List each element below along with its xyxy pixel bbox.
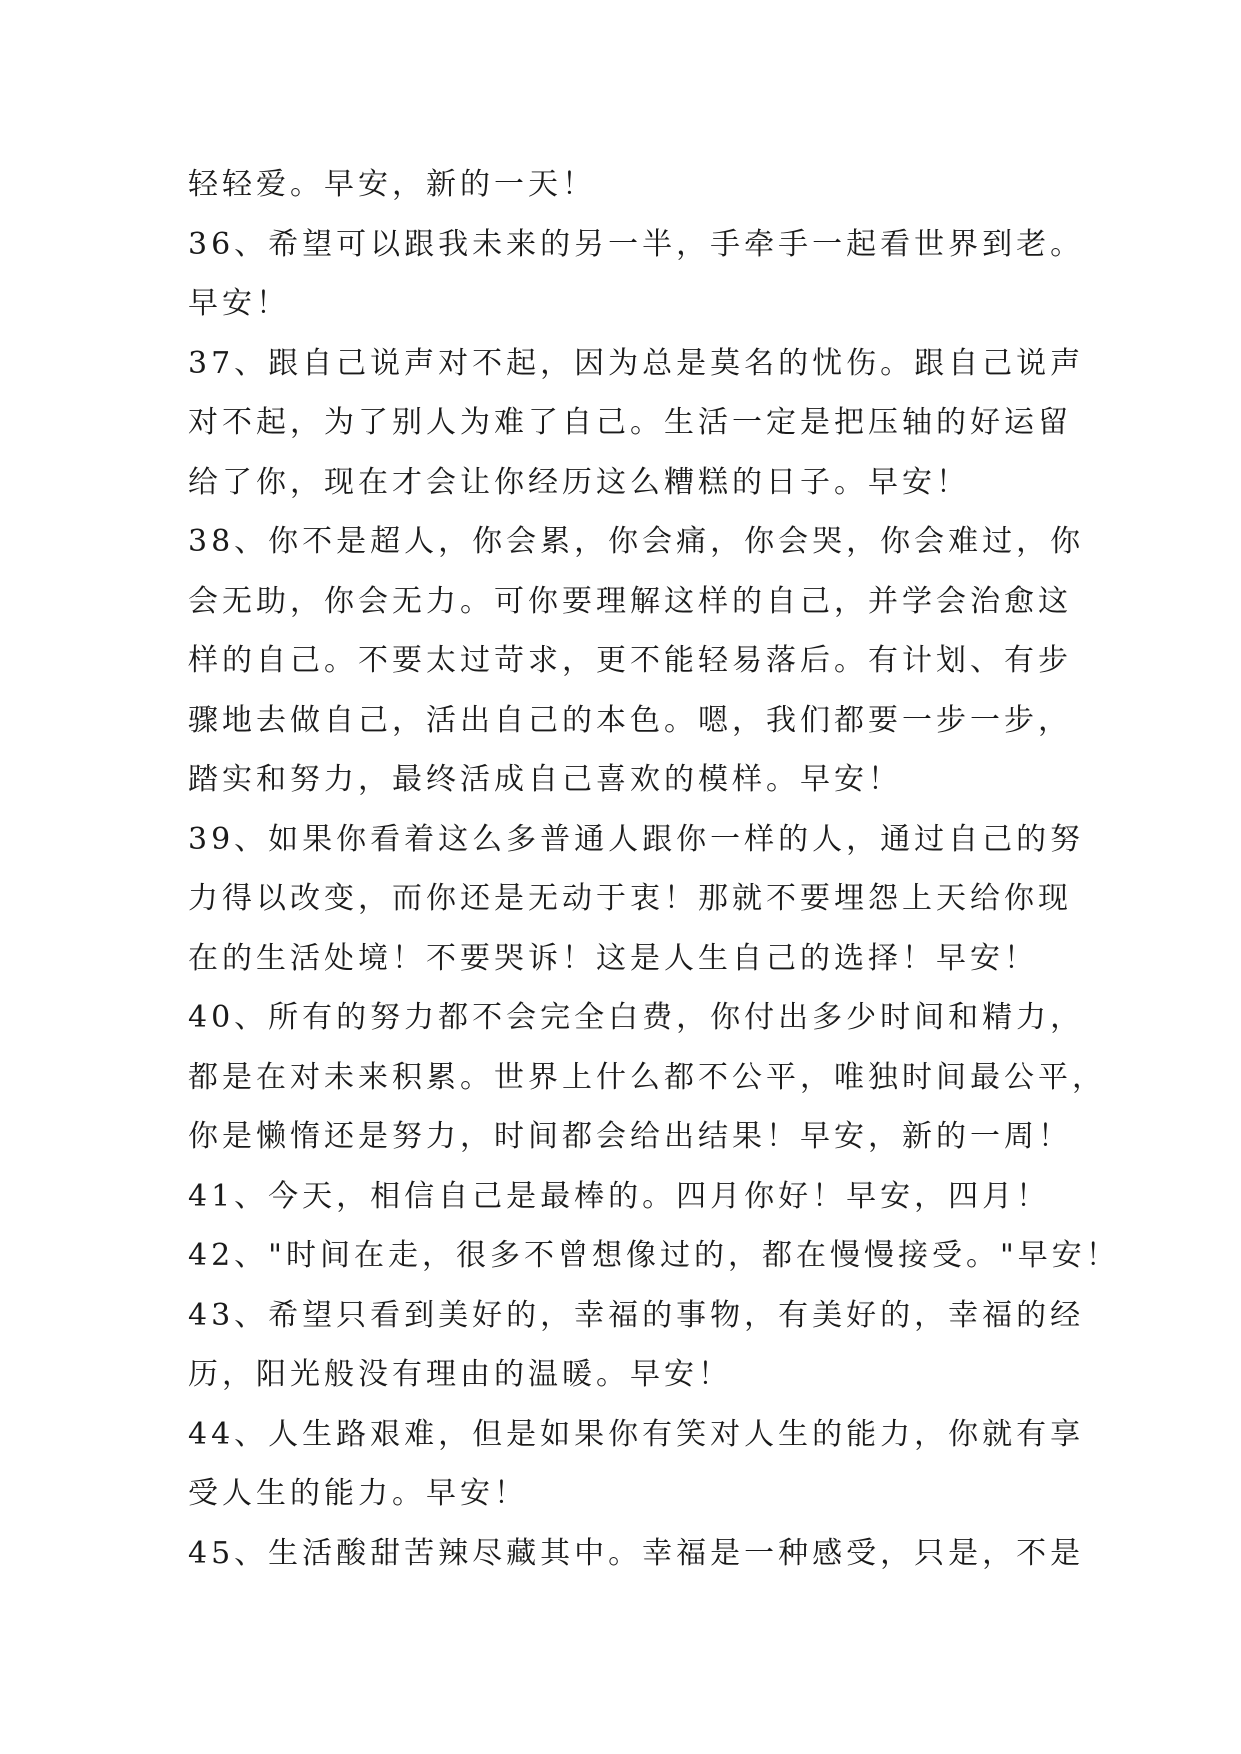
text-line: 早安！ bbox=[188, 286, 290, 321]
text-line: 踏实和努力，最终活成自己喜欢的模样。早安！ bbox=[188, 762, 902, 797]
text-line: 40、所有的努力都不会完全白费，你付出多少时间和精力， bbox=[188, 1000, 1085, 1035]
text-line: 42、"时间在走，很多不曾想像过的，都在慢慢接受。"早安！ bbox=[188, 1238, 1120, 1273]
text-line: 样的自己。不要太过苛求，更不能轻易落后。有计划、有步 bbox=[188, 643, 1072, 678]
text-line: 会无助，你会无力。可你要理解这样的自己，并学会治愈这 bbox=[188, 583, 1072, 619]
text-line: 骤地去做自己，活出自己的本色。嗯，我们都要一步一步， bbox=[188, 702, 1072, 738]
text-line: 你是懒惰还是努力，时间都会给出结果！早安，新的一周！ bbox=[188, 1119, 1072, 1154]
text-line: 力得以改变，而你还是无动于衷！那就不要埋怨上天给你现 bbox=[188, 881, 1072, 916]
text-line: 36、希望可以跟我未来的另一半，手牵手一起看世界到老。 bbox=[188, 226, 1085, 262]
document-body bbox=[188, 155, 1120, 1583]
text-line: 都是在对未来积累。世界上什么都不公平，唯独时间最公平， bbox=[188, 1059, 1106, 1095]
text-line: 受人生的能力。早安！ bbox=[188, 1476, 528, 1511]
text-line: 对不起，为了别人为难了自己。生活一定是把压轴的好运留 bbox=[188, 405, 1072, 440]
text-line: 37、跟自己说声对不起，因为总是莫名的忧伤。跟自己说声 bbox=[188, 345, 1085, 381]
text-line: 轻轻爱。早安，新的一天！ bbox=[188, 167, 596, 202]
text-line: 历，阳光般没有理由的温暖。早安！ bbox=[188, 1357, 732, 1392]
text-line: 在的生活处境！不要哭诉！这是人生自己的选择！早安！ bbox=[188, 940, 1038, 976]
text-line: 43、希望只看到美好的，幸福的事物，有美好的，幸福的经 bbox=[188, 1297, 1085, 1333]
text-line: 39、如果你看着这么多普通人跟你一样的人，通过自己的努 bbox=[188, 821, 1085, 857]
text-line: 给了你，现在才会让你经历这么糟糕的日子。早安！ bbox=[188, 464, 970, 500]
text-line: 44、人生路艰难，但是如果你有笑对人生的能力，你就有享 bbox=[188, 1416, 1085, 1452]
text-line: 45、生活酸甜苦辣尽藏其中。幸福是一种感受，只是，不是 bbox=[188, 1535, 1085, 1571]
text-line: 41、今天，相信自己是最棒的。四月你好！早安，四月！ bbox=[188, 1178, 1051, 1214]
text-line: 38、你不是超人，你会累，你会痛，你会哭，你会难过，你 bbox=[188, 524, 1085, 559]
